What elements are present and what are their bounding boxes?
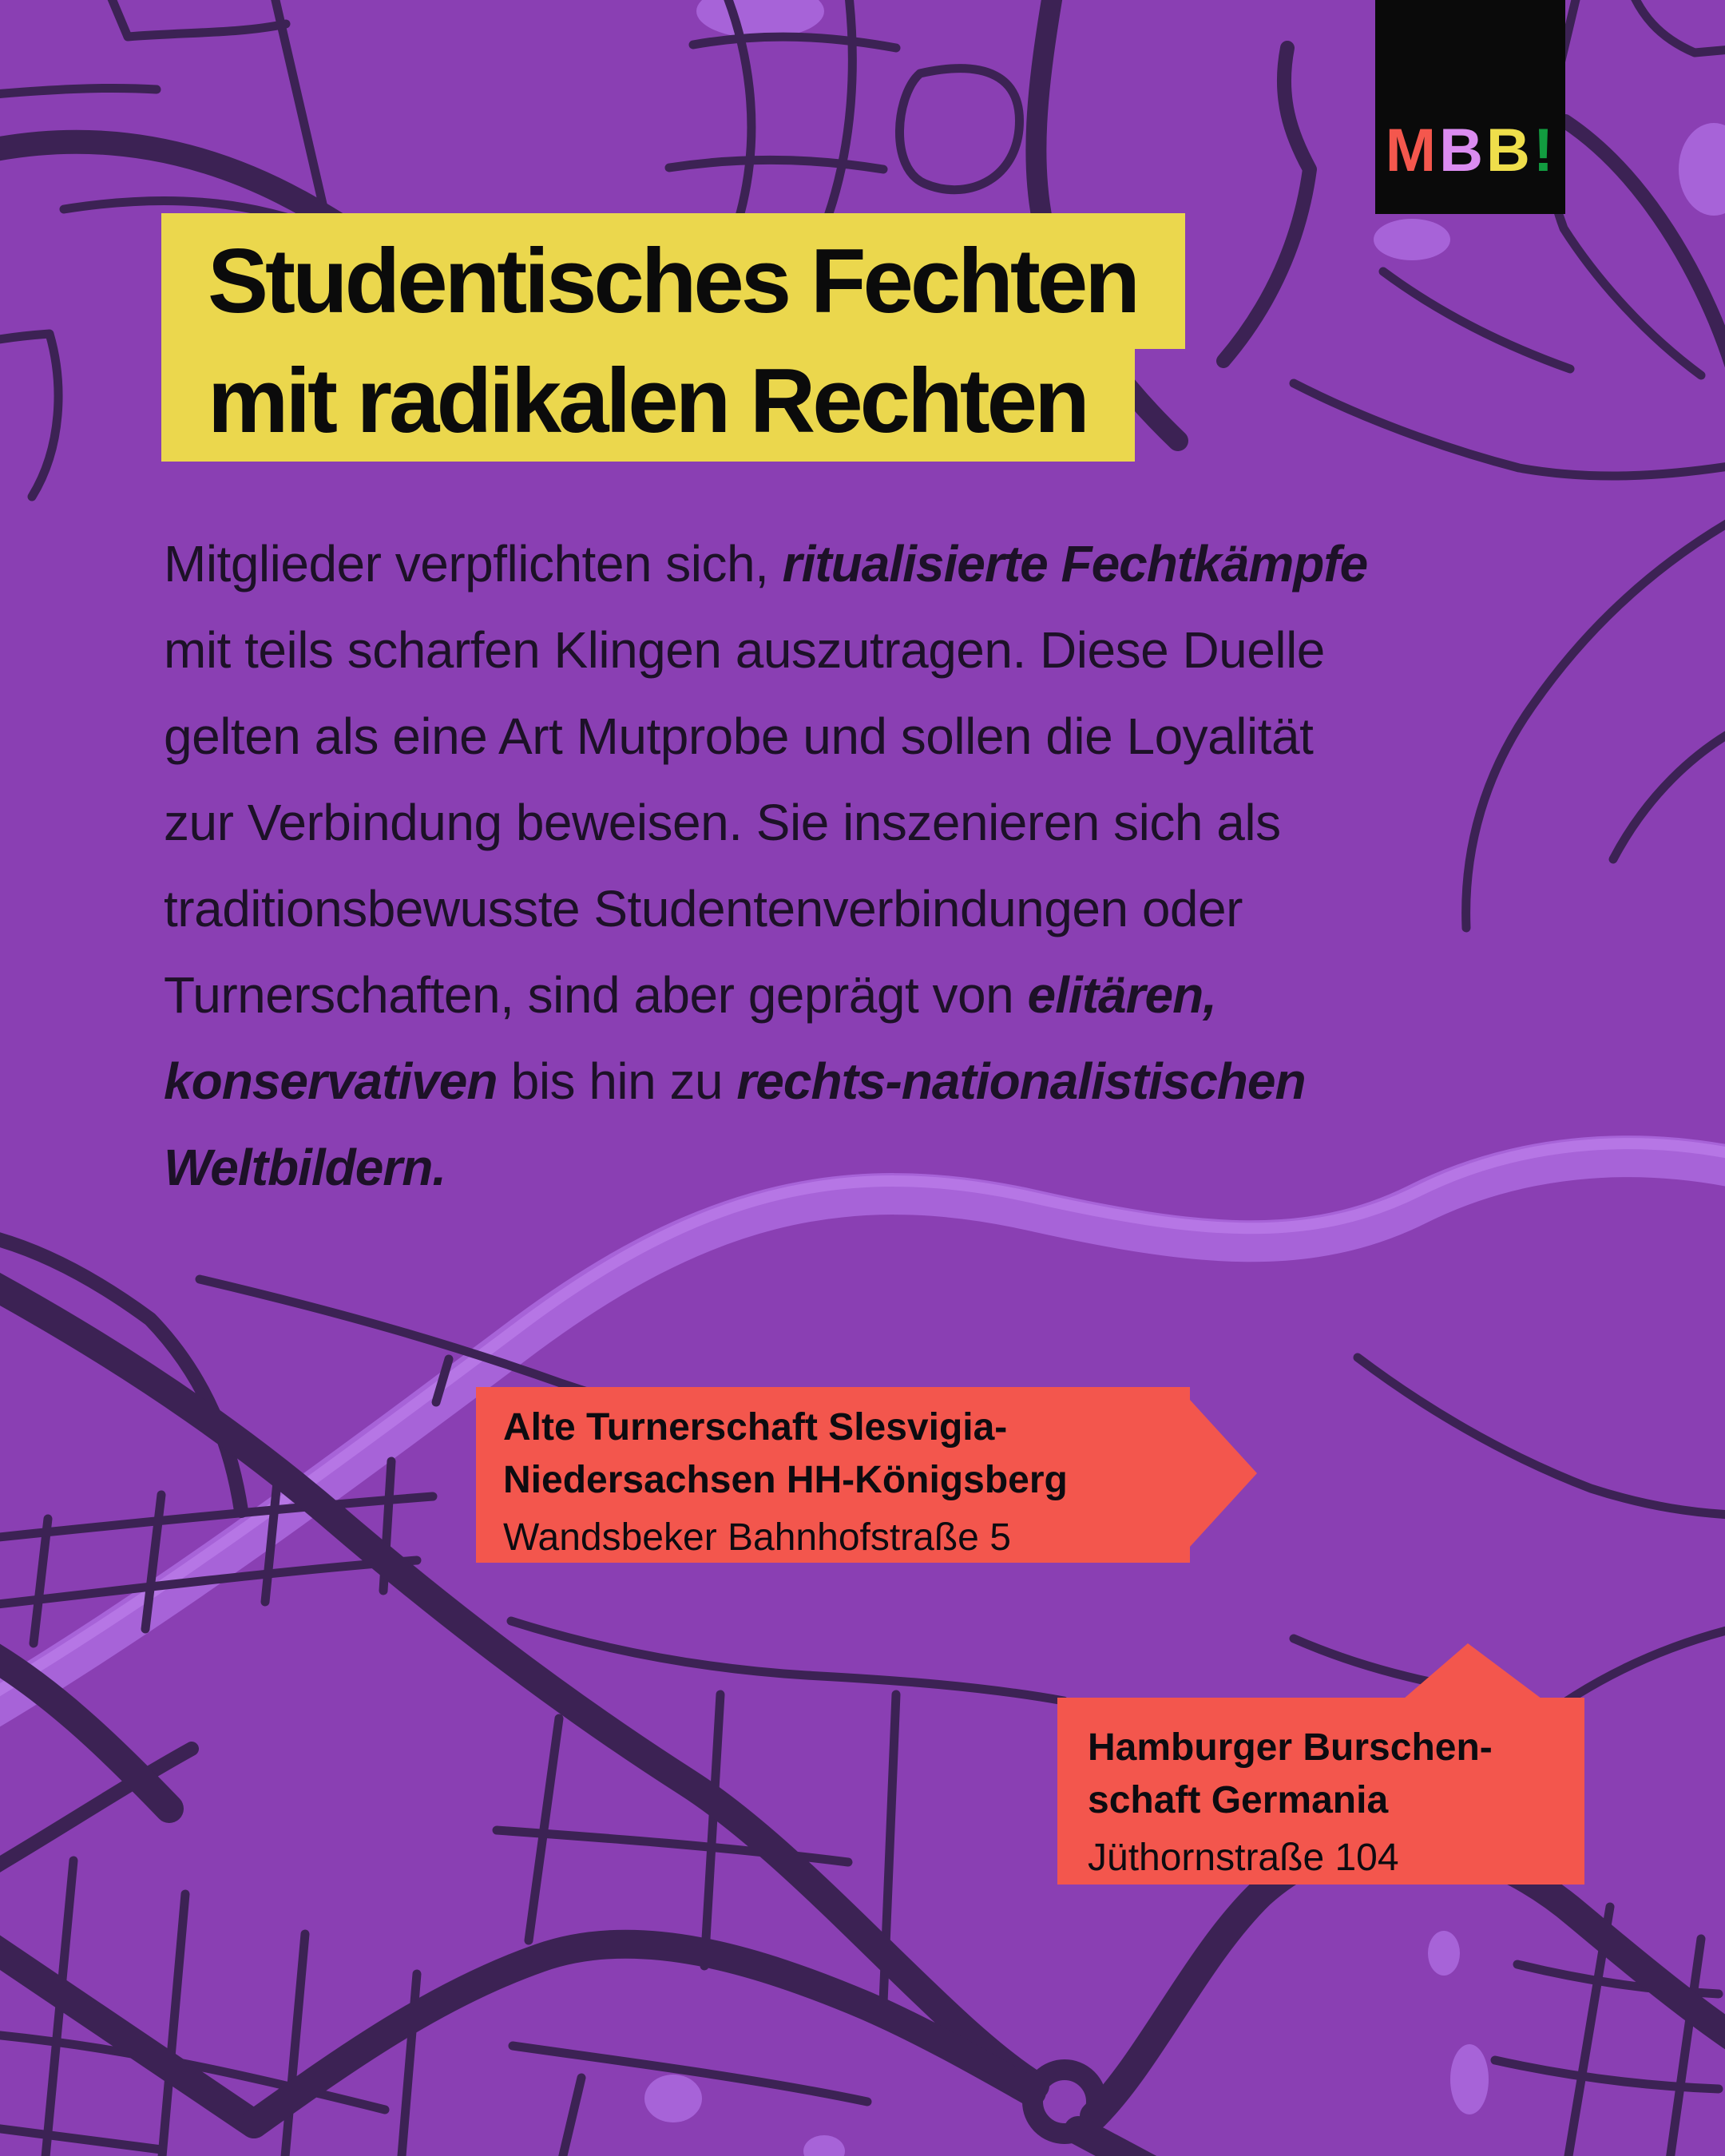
- callout-arrow-right-icon: [1190, 1400, 1257, 1547]
- callout-arrow-up-icon: [1404, 1643, 1541, 1698]
- paragraph-line-4: zur Verbindung beweisen. Sie inszenieren sich als: [164, 794, 1281, 851]
- headline-line-1: [161, 213, 1185, 349]
- callout-slesvigia: [476, 1387, 1190, 1563]
- paragraph-line-7: konservativen bis hin zu rechts-nationalistischen: [164, 1052, 1306, 1110]
- callout-slesvigia-title-line-2: Niedersachsen HH-Königsberg: [503, 1459, 1068, 1501]
- headline-line-2: [161, 349, 1135, 462]
- logo-letter-exclaim: !: [1533, 117, 1556, 184]
- paragraph-line-2: mit teils scharfen Klingen auszutragen. Diese Duelle: [164, 621, 1325, 679]
- paragraph-line-5: traditionsbewusste Studentenverbindungen oder: [164, 880, 1243, 937]
- headline-line-1-text: Studentisches Fechten: [208, 230, 1137, 332]
- callout-slesvigia-address: Wandsbeker Bahnhofstraße 5: [503, 1516, 1011, 1559]
- page-title: [161, 213, 1185, 462]
- logo-letter-b1: B: [1439, 117, 1485, 184]
- callout-slesvigia-title-line-1: Alte Turnerschaft Slesvigia-: [503, 1406, 1008, 1449]
- logo-letter-m: M: [1385, 117, 1438, 184]
- headline-line-2-text: mit radikalen Rechten: [208, 351, 1087, 452]
- callout-germania-title-line-1: Hamburger Burschen-: [1088, 1726, 1493, 1769]
- body-paragraph: [164, 521, 1367, 1211]
- callout-germania-address: Jüthornstraße 104: [1088, 1837, 1399, 1879]
- logo-letter-b2: B: [1486, 117, 1532, 184]
- paragraph-line-3: gelten als eine Art Mutprobe und sollen die Loyalität: [164, 707, 1314, 765]
- roundabout: [1033, 2070, 1096, 2134]
- paragraph-line-8: Weltbildern.: [164, 1139, 446, 1196]
- mbb-logo: [1375, 0, 1565, 214]
- callout-germania-title-line-2: schaft Germania: [1088, 1779, 1389, 1821]
- paragraph-line-1: Mitglieder verpflichten sich, ritualisierte Fechtkämpfe: [164, 535, 1368, 593]
- callout-germania: [1057, 1698, 1584, 1885]
- paragraph-line-6: Turnerschaften, sind aber geprägt von elitären,: [164, 966, 1216, 1024]
